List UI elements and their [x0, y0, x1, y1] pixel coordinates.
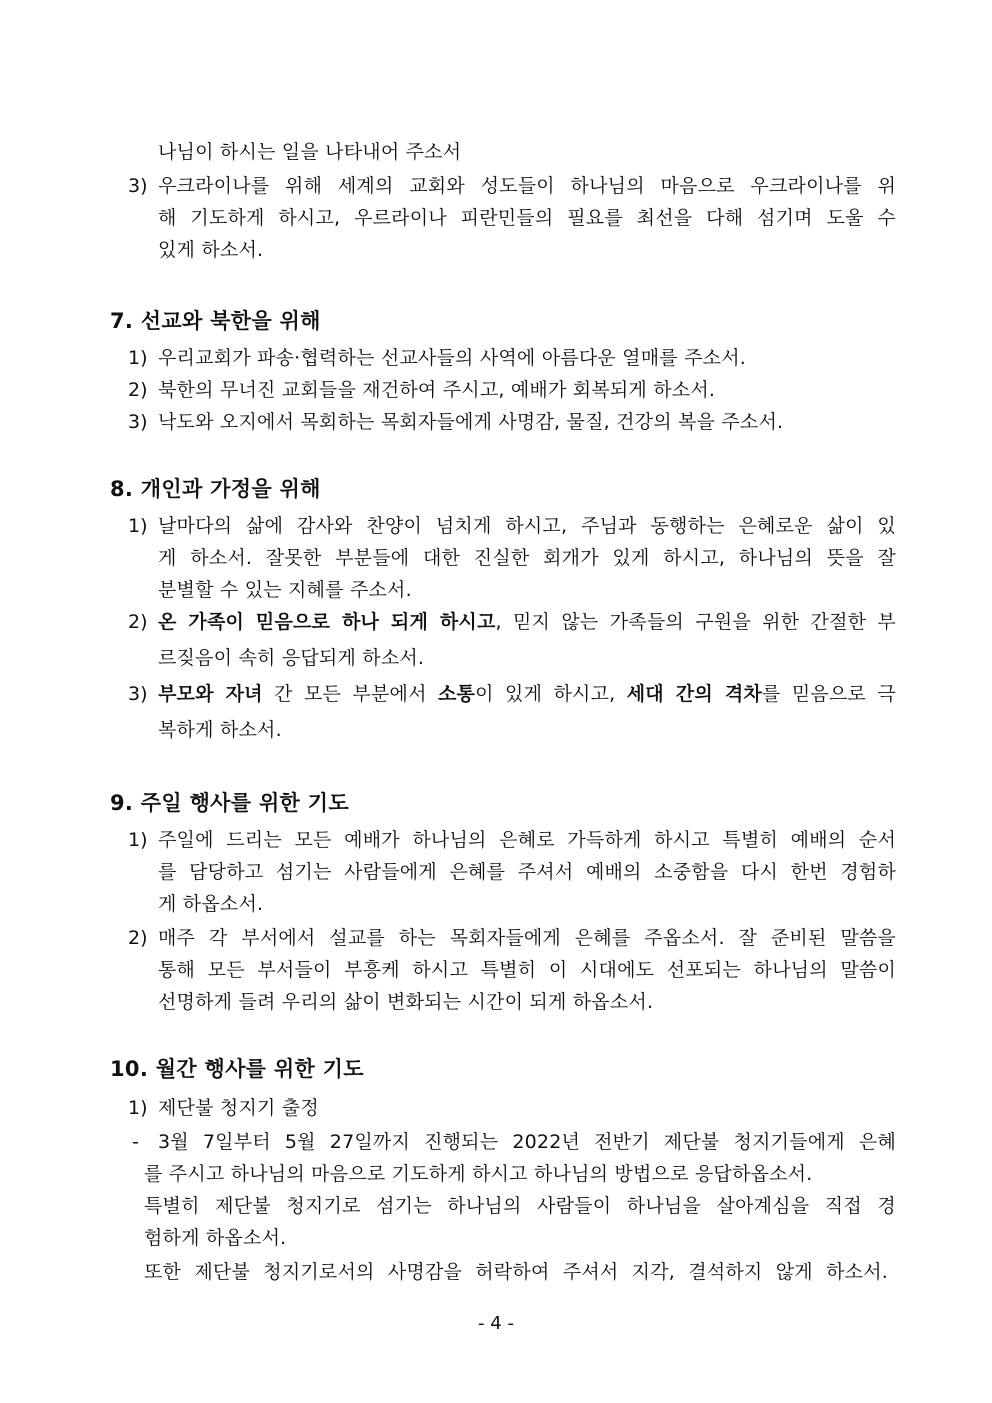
item-number: 1) — [128, 829, 148, 851]
item-number: 3) — [128, 683, 148, 705]
emphasis-text: 부모와 자녀 — [158, 683, 263, 705]
item-text-line: 복하게 하소서. — [158, 719, 282, 741]
item-text-line — [158, 609, 896, 635]
section-9-title: 9. 주일 행사를 위한 기도 — [110, 791, 349, 815]
item-text-line: 제단불 청지기 출정 — [158, 1097, 319, 1119]
item-text-line: 특별히 제단불 청지기로 섬기는 하나님의 사람들이 하나님을 살아계심을 직접 경 — [144, 1195, 896, 1217]
item-number: 1) — [128, 1097, 148, 1119]
section-7-title: 7. 선교와 북한을 위해 — [110, 309, 321, 333]
item-text-line: 날마다의 삶에 감사와 찬양이 넘치게 하시고, 주님과 동행하는 은혜로운 삶이 있 — [158, 515, 896, 537]
item-number: 2) — [128, 611, 148, 633]
item-text-line: 게 하소서. 잘못한 부분들에 대한 진실한 회개가 있게 하시고, 하나님의 뜻을 잘 — [158, 547, 896, 569]
dash-bullet: - — [132, 1131, 139, 1153]
plain-text: 이 있게 하시고, — [475, 683, 627, 705]
emphasis-text: 온 가족이 믿음으로 하나 되게 하시고 — [158, 611, 496, 633]
item-text-line: 주일에 드리는 모든 예배가 하나님의 은혜로 가득하게 하시고 특별히 예배의 순서 — [158, 829, 896, 851]
item-text-line: 또한 제단불 청지기로서의 사명감을 허락하여 주셔서 지각, 결석하지 않게 하소서. — [144, 1261, 888, 1283]
plain-text: 를 믿음으로 극 — [761, 683, 896, 705]
item-text-line: 게 하옵소서. — [158, 893, 264, 915]
item-text-line: 3월 7일부터 5월 27일까지 진행되는 2022년 전반기 제단불 청지기들에게 은혜 — [158, 1131, 896, 1153]
item-text-line: 를 주시고 하나님의 마음으로 기도하게 하시고 하나님의 방법으로 응답하옵소서. — [144, 1163, 813, 1185]
item-text-line: 해 기도하게 하시고, 우르라이나 피란민들의 필요를 최선을 다해 섬기며 도울 수 — [158, 207, 896, 229]
item-number: 2) — [128, 379, 148, 401]
item-number: 3) — [128, 175, 148, 197]
item-text-line: 우크라이나를 위해 세계의 교회와 성도들이 하나님의 마음으로 우크라이나를 위 — [158, 175, 896, 197]
item-text-line: 분별할 수 있는 지혜를 주소서. — [158, 579, 412, 601]
item-number: 3) — [128, 411, 148, 433]
item-text-line: 통해 모든 부서들이 부흥케 하시고 특별히 이 시대에도 선포되는 하나님의 말씀이 — [158, 959, 896, 981]
emphasis-text: 세대 간의 격차 — [626, 683, 762, 705]
section-8-title: 8. 개인과 가정을 위해 — [110, 477, 321, 501]
emphasis-text: 소통 — [438, 683, 476, 705]
plain-text: 간 모든 부분에서 — [262, 683, 438, 705]
item-text-line: 선명하게 들려 우리의 삶이 변화되는 시간이 되게 하옵소서. — [158, 991, 654, 1013]
item-number: 1) — [128, 347, 148, 369]
item-text-line: 있게 하소서. — [158, 239, 264, 261]
item-text-line — [158, 681, 896, 707]
item-text-line: 우리교회가 파송·협력하는 선교사들의 사역에 아름다운 열매를 주소서. — [158, 347, 746, 369]
section-10-title: 10. 월간 행사를 위한 기도 — [110, 1057, 364, 1081]
continuation-line: 나님이 하시는 일을 나타내어 주소서 — [158, 141, 462, 163]
plain-text: , 믿지 않는 가족들의 구원을 위한 간절한 부 — [495, 611, 896, 633]
item-number: 2) — [128, 927, 148, 949]
item-text-line: 르짖음이 속히 응답되게 하소서. — [158, 647, 425, 669]
item-number: 1) — [128, 515, 148, 537]
item-text-line: 험하게 하옵소서. — [144, 1227, 287, 1249]
page-number: - 4 - — [478, 1313, 514, 1334]
item-text-line: 를 담당하고 섬기는 사람들에게 은혜를 주셔서 예배의 소중함을 다시 한번 경험하 — [158, 861, 896, 883]
item-text-line: 매주 각 부서에서 설교를 하는 목회자들에게 은혜를 주옵소서. 잘 준비된 말씀을 — [158, 927, 896, 949]
item-text-line: 낙도와 오지에서 목회하는 목회자들에게 사명감, 물질, 건강의 복을 주소서. — [158, 411, 784, 433]
item-text-line: 북한의 무너진 교회들을 재건하여 주시고, 예배가 회복되게 하소서. — [158, 379, 716, 401]
